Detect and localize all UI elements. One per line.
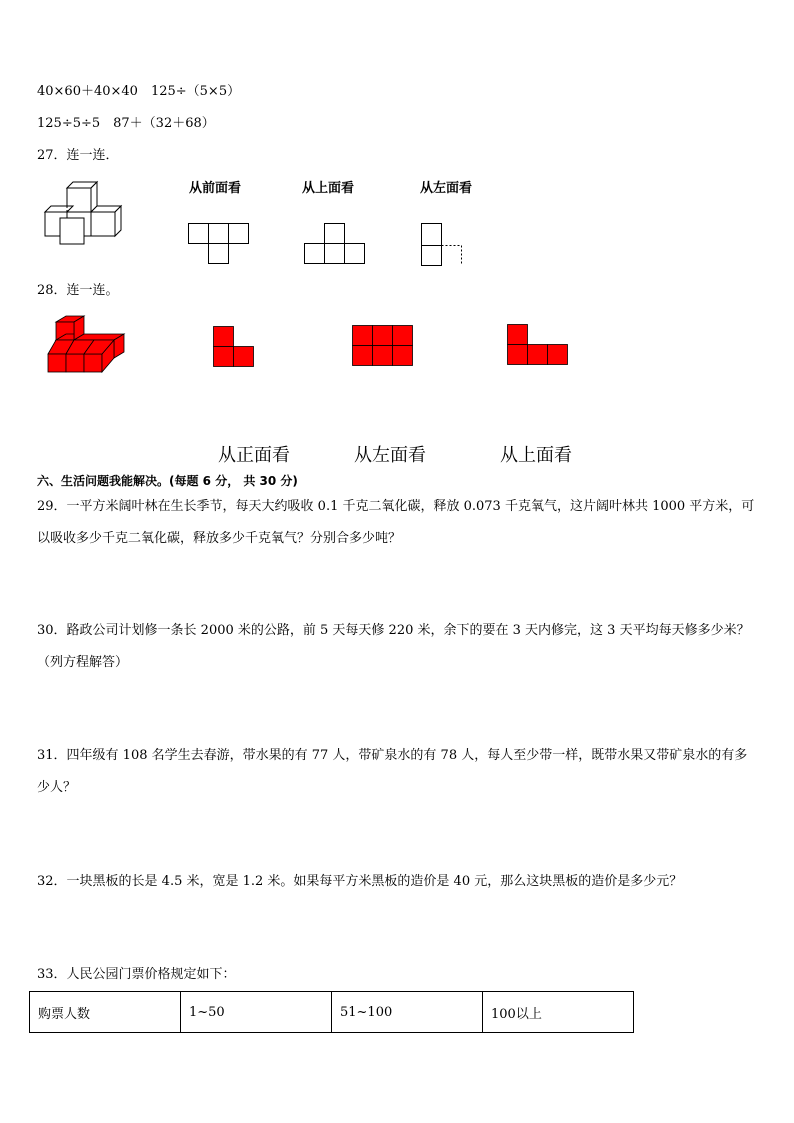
- q27-3d-figure: [40, 180, 130, 250]
- q28-shape-l-long: [507, 324, 569, 366]
- q27-shape-l: [421, 223, 463, 267]
- question-33: 33．人民公园门票价格规定如下：: [37, 967, 236, 982]
- q28-shape-rect-3x2: [352, 325, 414, 367]
- table-row: [30, 992, 634, 1033]
- q27-shape-t: [188, 223, 250, 265]
- q27-title: 27．连一连．: [37, 148, 119, 163]
- q27-view-top: 从上面看: [302, 181, 355, 196]
- question-30: 30．路政公司计划修一条长 2000 米的公路，前 5 天每天修 220 米，余下的要在 3 天内修完，这 3 天平均每天修多少米？（列方程解答）: [37, 623, 750, 670]
- section-6-heading: 六、生活问题我能解决。(每题 6 分， 共 30 分): [37, 474, 298, 488]
- q27-view-front: 从前面看: [189, 181, 242, 196]
- calc-line-1: 40×60＋40×40 125÷（5×5）: [37, 84, 241, 99]
- table-cell-100-plus: 100以上: [483, 992, 634, 1033]
- q28-shape-l-small: [213, 326, 255, 368]
- q28-view-left: 从左面看: [354, 445, 426, 466]
- ticket-price-table: [29, 991, 634, 1033]
- table-cell-51-100: 51~100: [332, 992, 483, 1033]
- question-32: 32．一块黑板的长是 4.5 米，宽是 1.2 米。如果每平方米黑板的造价是 40 元，那么这块黑板的造价是多少元？: [37, 874, 683, 889]
- q27-view-left: 从左面看: [420, 181, 473, 196]
- q28-view-top: 从上面看: [500, 445, 572, 466]
- q27-shape-inverted-t: [304, 223, 366, 265]
- q28-3d-figure: [46, 314, 128, 374]
- table-cell-1-50: 1~50: [181, 992, 332, 1033]
- q28-title: 28．连一连。: [37, 283, 119, 298]
- table-cell-header: 购票人数: [30, 992, 181, 1033]
- question-29: 29．一平方米阔叶林在生长季节，每天大约吸收 0.1 千克二氧化碳，释放 0.073 千克氧气，这片阔叶林共 1000 平方米，可以吸收多少千克二氧化碳，释放多少千克氧气？分别合多少吨？: [37, 499, 755, 546]
- q28-view-front: 从正面看: [218, 445, 290, 466]
- calc-line-2: 125÷5÷5 87＋（32＋68）: [37, 116, 215, 131]
- question-31: 31．四年级有 108 名学生去春游，带水果的有 77 人，带矿泉水的有 78 人，每人至少带一样，既带水果又带矿泉水的有多少人？: [37, 748, 748, 795]
